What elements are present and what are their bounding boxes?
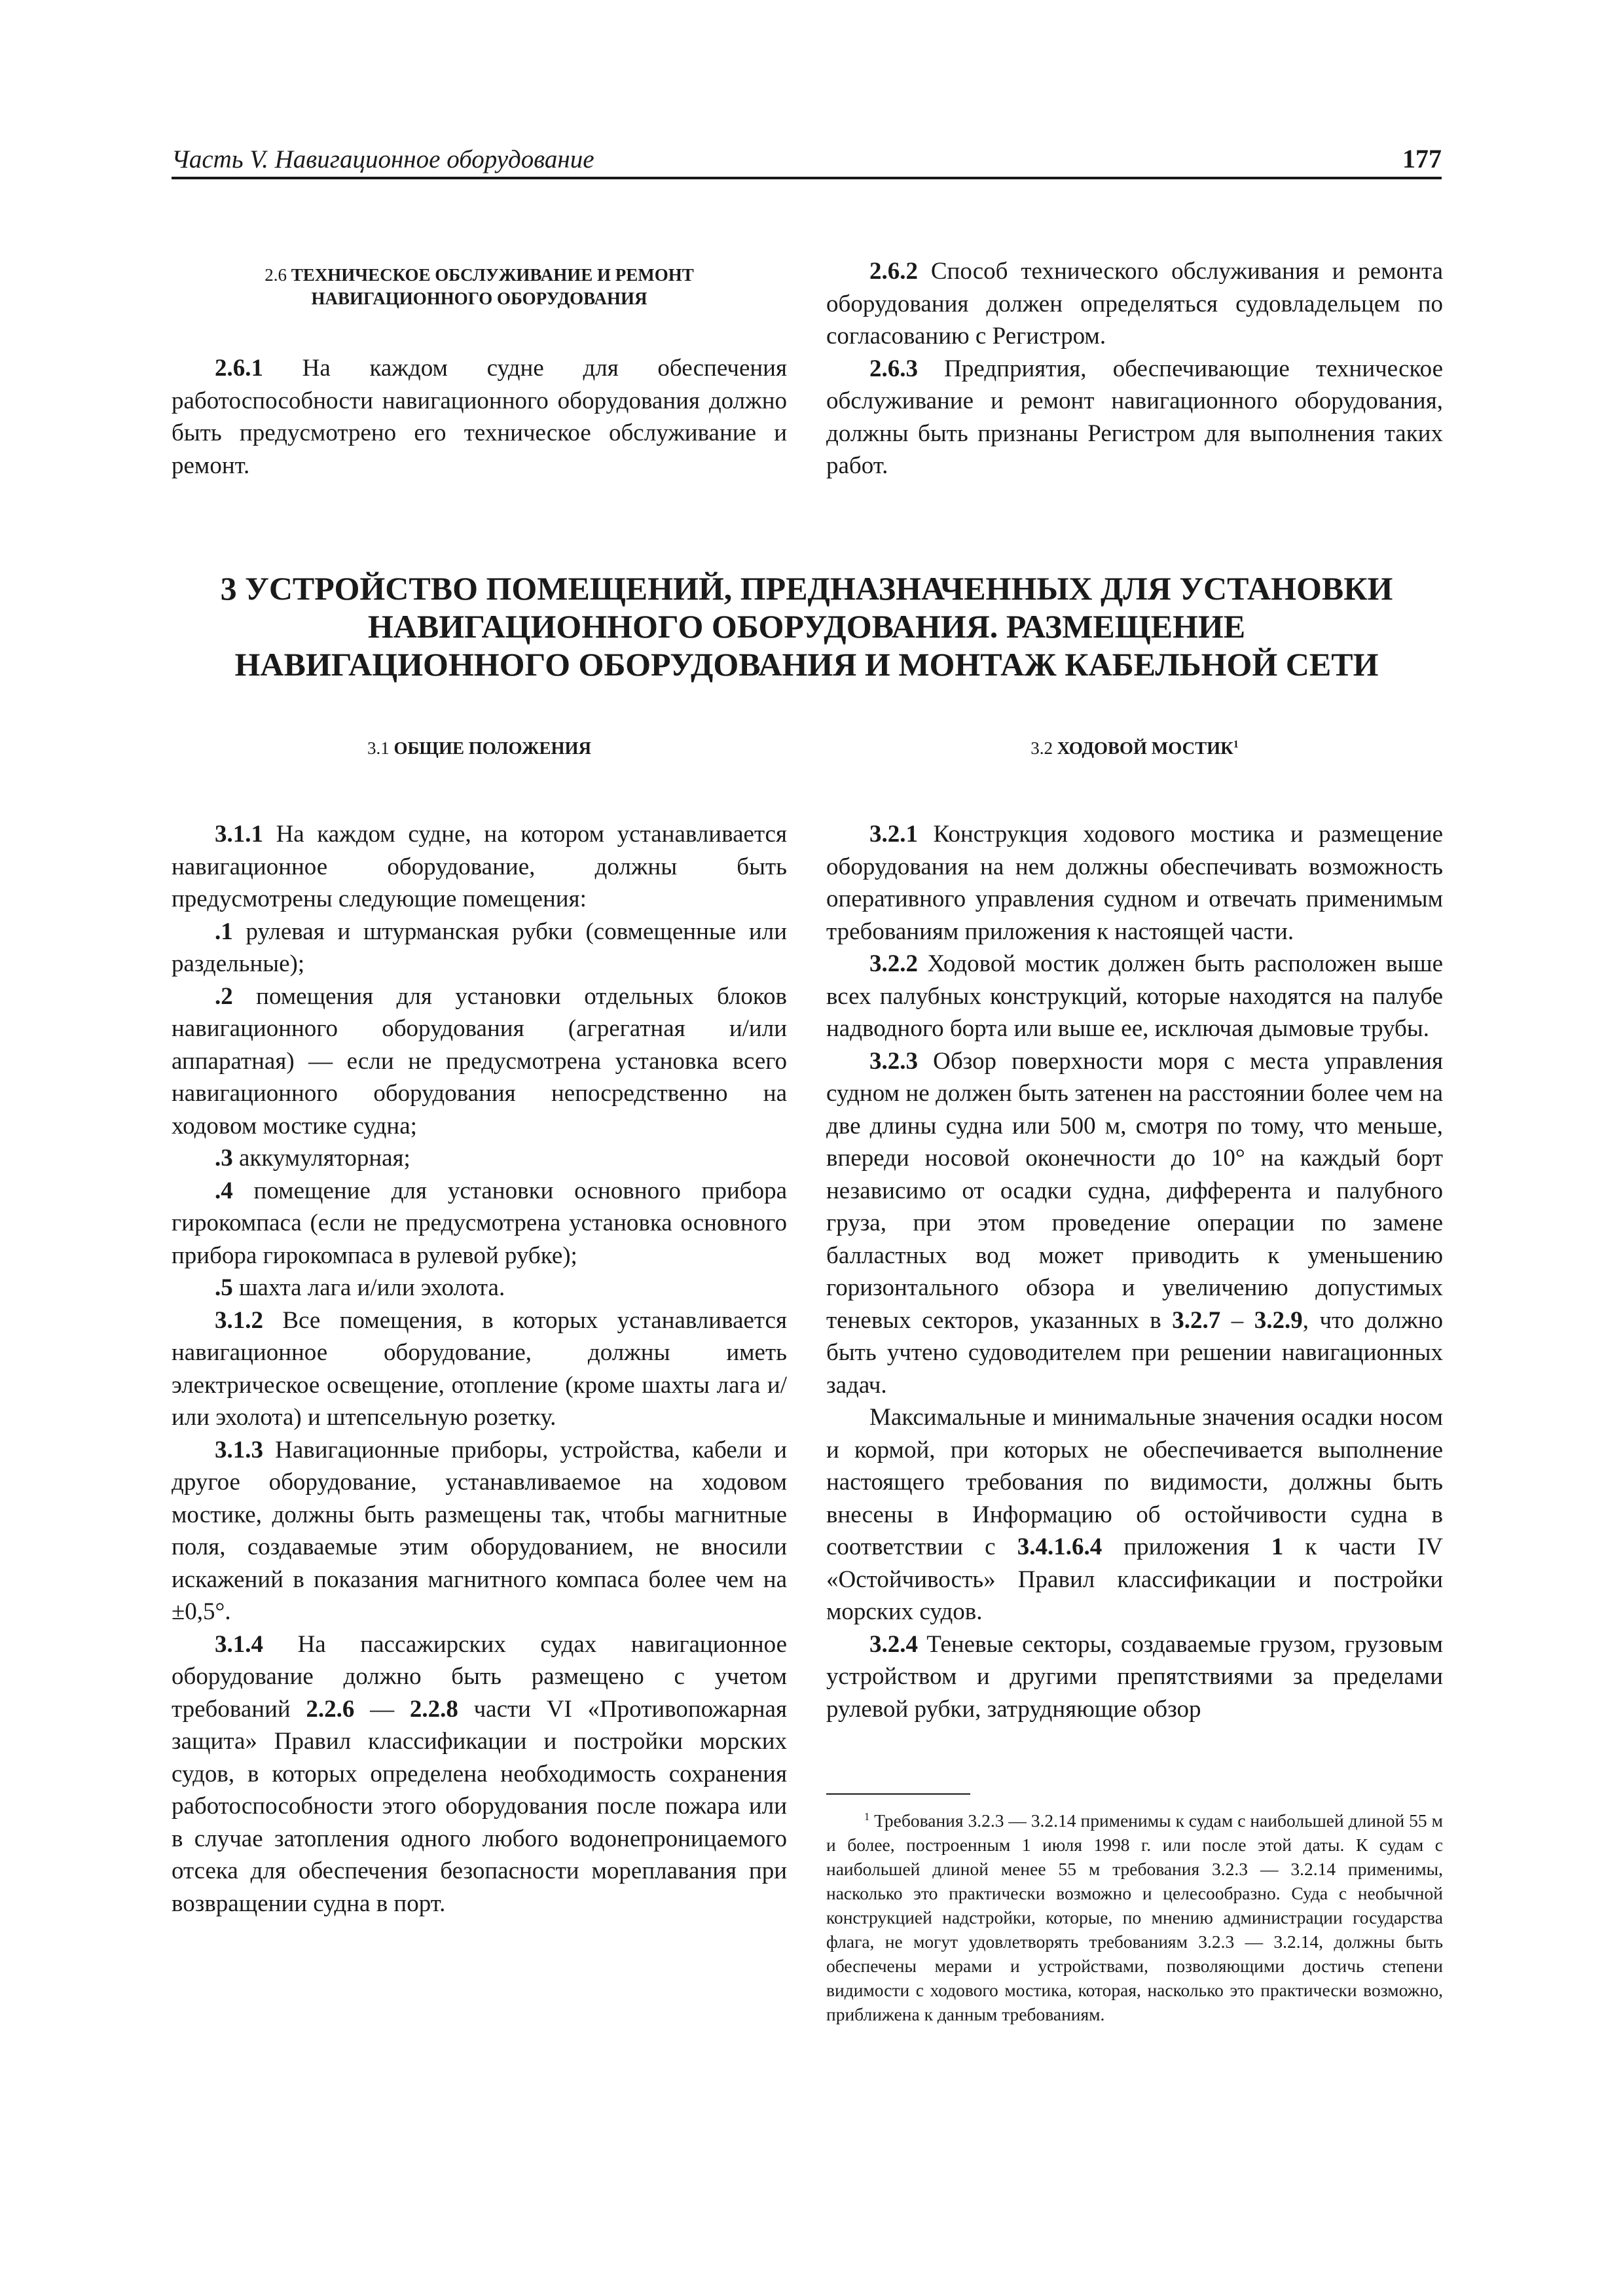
paragraph-2-6-2-text: Способ технического обслуживания и ремонта оборудования должен определяться судовладельцем по согласованию с Регистром. (826, 258, 1443, 350)
paragraph-3-2-1-number: 3.2.1 (869, 821, 918, 848)
list-item-3 (172, 1142, 787, 1175)
list-item-4-number: .4 (215, 1177, 233, 1204)
section-2-6-title-line2: НАВИГАЦИОННОГО ОБОРУДОВАНИЯ (311, 289, 647, 308)
running-title: Часть V. Навигационное оборудование (172, 145, 594, 173)
paragraph-3-1-4-number: 3.1.4 (215, 1630, 263, 1658)
paragraph-3-2-4-text: Теневые секторы, создаваемые грузом, грузовым устройством и другими препятствиями за пределами рулевой рубки, затрудняющие обзор (826, 1630, 1443, 1723)
list-item-2-number: .2 (215, 982, 233, 1010)
paragraph-3-2-1-text: Конструкция ходового мостика и размещение оборудования на нем должны обеспечивать возможность оперативного управления судном и отвечать применимым требованиям приложения к настоящей части. (826, 821, 1443, 945)
section-3-1-heading (172, 736, 787, 760)
list-item-1 (172, 916, 787, 980)
list-item-3-number: .3 (215, 1145, 233, 1172)
paragraph-3-2-3-text-b: – (1220, 1306, 1254, 1334)
paragraph-2-6-2 (826, 255, 1443, 353)
paragraph-2-6-3-number: 2.6.3 (869, 355, 918, 382)
list-item-1-number: .1 (215, 918, 233, 945)
chapter-3-title-line3: НАВИГАЦИОННОГО ОБОРУДОВАНИЯ И МОНТАЖ КАБЕЛЬНОЙ СЕТИ (234, 646, 1379, 683)
paragraph-3-2-2 (826, 948, 1443, 1045)
paragraph-3-1-4-text-b: — (354, 1695, 410, 1723)
paragraph-2-6-3 (826, 353, 1443, 482)
section-3-1-title: ОБЩИЕ ПОЛОЖЕНИЯ (393, 738, 592, 758)
list-item-2 (172, 980, 787, 1143)
list-item-4 (172, 1175, 787, 1272)
list-item-1-text: рулевая и штурманская рубки (совмещенные или раздельные); (172, 918, 787, 977)
section-3-1-body (172, 818, 787, 1920)
paragraph-3-2-1 (826, 818, 1443, 948)
footnote (826, 1808, 1443, 2026)
paragraph-3-1-1 (172, 818, 787, 916)
paragraph-3-2-3-text-c: , что должно быть учтено судоводителем при решении навигационных задач. (826, 1306, 1444, 1399)
section-2-6-heading (172, 263, 787, 310)
section-3-1-number: 3.1 (367, 738, 390, 758)
paragraph-3-2-3-cont-ref: 3.4.1.6.4 (1017, 1534, 1103, 1560)
list-item-5 (172, 1272, 787, 1304)
section-2-6-number: 2.6 (264, 265, 287, 285)
paragraph-3-1-2-text: Все помещения, в которых устанавливается навигационное оборудование, должны иметь электрическое освещение, отопление (кроме шахты лага и/или эхолота) и штепсельную розетку. (172, 1306, 787, 1431)
paragraph-3-1-1-number: 3.1.1 (215, 821, 263, 848)
list-item-5-text: шахта лага и/или эхолота. (232, 1274, 505, 1301)
section-3-2-number: 3.2 (1030, 738, 1053, 758)
paragraph-3-2-3-number: 3.2.3 (869, 1047, 918, 1075)
paragraph-3-1-2 (172, 1304, 787, 1434)
running-header (172, 143, 1442, 179)
section-2-6-left-column (172, 352, 787, 482)
header-rule (172, 177, 1442, 179)
paragraph-3-1-2-number: 3.1.2 (215, 1306, 263, 1334)
paragraph-2-6-1-number: 2.6.1 (215, 355, 263, 382)
paragraph-3-1-3 (172, 1434, 787, 1628)
section-3-2-body (826, 818, 1443, 1725)
footnote-mark: 1 (864, 1810, 870, 1823)
paragraph-3-1-4 (172, 1628, 787, 1920)
section-2-6-title-line1: ТЕХНИЧЕСКОЕ ОБСЛУЖИВАНИЕ И РЕМОНТ (291, 265, 694, 285)
footnote-text: Требования 3.2.3 — 3.2.14 применимы к судам с наибольшей длиной 55 м и более, построенным 1 июля 1998 г. или после этой даты. К судам с наибольшей длиной менее 55 м требования 3.2.3 — 3.2.14 применимы, насколько это практически возможно и целесообразно. Суда с необычной конструкцией надстройки, которые, по мнению администрации государства флага, не могут удовлетворять требованиям 3.2.3 — 3.2.14, должны быть обеспечены мерами и устройствами, позволяющими достичь степени видимости с ходового мостика, которая, насколько это практически возможно, приближена к данным требованиям. (826, 1810, 1443, 2024)
paragraph-2-6-2-number: 2.6.2 (869, 258, 918, 285)
paragraph-3-1-1-text: На каждом судне, на котором устанавливается навигационное оборудование, должны быть предусмотрены следующие помещения: (172, 821, 787, 912)
paragraph-3-2-2-number: 3.2.2 (869, 950, 918, 977)
section-3-2-footnote-mark: 1 (1233, 738, 1239, 750)
paragraph-3-2-3-ref1: 3.2.7 (1172, 1306, 1221, 1334)
paragraph-3-1-4-text-c: части VI «Противопожарная защита» Правил классификации и постройки морских судов, в которых определена необходимость сохранения работоспособности этого оборудования после пожара или в случае затопления одного любого водонепроницаемого отсека для обеспечения безопасности мореплавания при возвращении судна в порт. (172, 1695, 787, 1917)
list-item-4-text: помещение для установки основного прибора гирокомпаса (если не предусмотрена установка основного прибора гирокомпаса в рулевой рубке); (172, 1177, 787, 1269)
paragraph-2-6-3-text: Предприятия, обеспечивающие техническое обслуживание и ремонт навигационного оборудования, должны быть признаны Регистром для выполнения таких работ. (826, 355, 1443, 479)
paragraph-2-6-1 (172, 352, 787, 482)
paragraph-3-2-4-number: 3.2.4 (869, 1630, 918, 1658)
list-item-2-text: помещения для установки отдельных блоков навигационного оборудования (агрегатная и/или аппаратная) — если не предусмотрена установка всего навигационного оборудования непосредственно на ходовом мостике судна; (172, 982, 787, 1139)
list-item-5-number: .5 (215, 1274, 233, 1301)
paragraph-3-2-3-text-a: Обзор поверхности моря с места управления судном не должен быть затенен на расстоянии более чем на две длины судна или 500 м, смотря по тому, что меньше, впереди носовой оконечности до 10° на каждый борт независимо от осадки судна, дифферента и палубного груза, при этом проведение операции по замене балластных вод может приводить к уменьшению горизонтального обзора и увеличению допустимых теневых секторов, указанных в (826, 1047, 1443, 1334)
chapter-3-title-line1: 3 УСТРОЙСТВО ПОМЕЩЕНИЙ, ПРЕДНАЗНАЧЕННЫХ ДЛЯ УСТАНОВКИ (220, 570, 1393, 607)
paragraph-3-1-4-ref2: 2.2.8 (409, 1695, 458, 1723)
footnote-rule (826, 1793, 970, 1795)
paragraph-3-2-3 (826, 1045, 1443, 1402)
paragraph-3-1-4-ref1: 2.2.6 (306, 1695, 355, 1723)
paragraph-3-1-3-number: 3.1.3 (215, 1436, 263, 1463)
paragraph-3-2-3-cont-ref2: 1 (1271, 1534, 1284, 1560)
section-2-6-right-column (826, 255, 1443, 482)
chapter-3-heading (172, 569, 1442, 683)
paragraph-3-2-3-ref2: 3.2.9 (1254, 1306, 1303, 1334)
paragraph-2-6-1-text: На каждом судне для обеспечения работоспособности навигационного оборудования должно быть предусмотрено его техническое обслуживание и ремонт. (172, 355, 787, 479)
section-3-2-heading (826, 736, 1443, 760)
paragraph-3-2-4 (826, 1628, 1443, 1726)
section-3-2-title: ХОДОВОЙ МОСТИК (1057, 738, 1233, 758)
page-number: 177 (1402, 144, 1442, 173)
paragraph-3-1-3-text: Навигационные приборы, устройства, кабели и другое оборудование, устанавливаемое на ходовом мостике, должны быть размещены так, чтобы магнитные поля, создаваемые этим оборудованием, не вносили искажений в показания магнитного компаса более чем на ±0,5°. (172, 1436, 787, 1625)
list-item-3-text: аккумуляторная; (232, 1145, 410, 1172)
paragraph-3-2-3-cont-text-a: Максимальные и минимальные значения осадки носом и кормой, при которых не обеспечивается выполнение настоящего требования по видимости, должны быть внесены в Информацию об остойчивости судна в соответствии с (826, 1404, 1443, 1560)
paragraph-3-2-3-cont-text-b: приложения (1102, 1534, 1271, 1560)
paragraph-3-2-2-text: Ходовой мостик должен быть расположен выше всех палубных конструкций, которые находятся на палубе надводного борта или выше ее, исключая дымовые трубы. (826, 950, 1443, 1042)
paragraph-3-2-3-continued (826, 1401, 1443, 1628)
chapter-3-title-line2: НАВИГАЦИОННОГО ОБОРУДОВАНИЯ. РАЗМЕЩЕНИЕ (367, 608, 1246, 645)
paragraph-3-2-3-cont-text-c: к части IV «Остойчивость» Правил классификации и постройки морских судов. (826, 1534, 1443, 1625)
paragraph-3-1-4-text-a: На пассажирских судах навигационное оборудование должно быть размещено с учетом требований (172, 1630, 787, 1723)
